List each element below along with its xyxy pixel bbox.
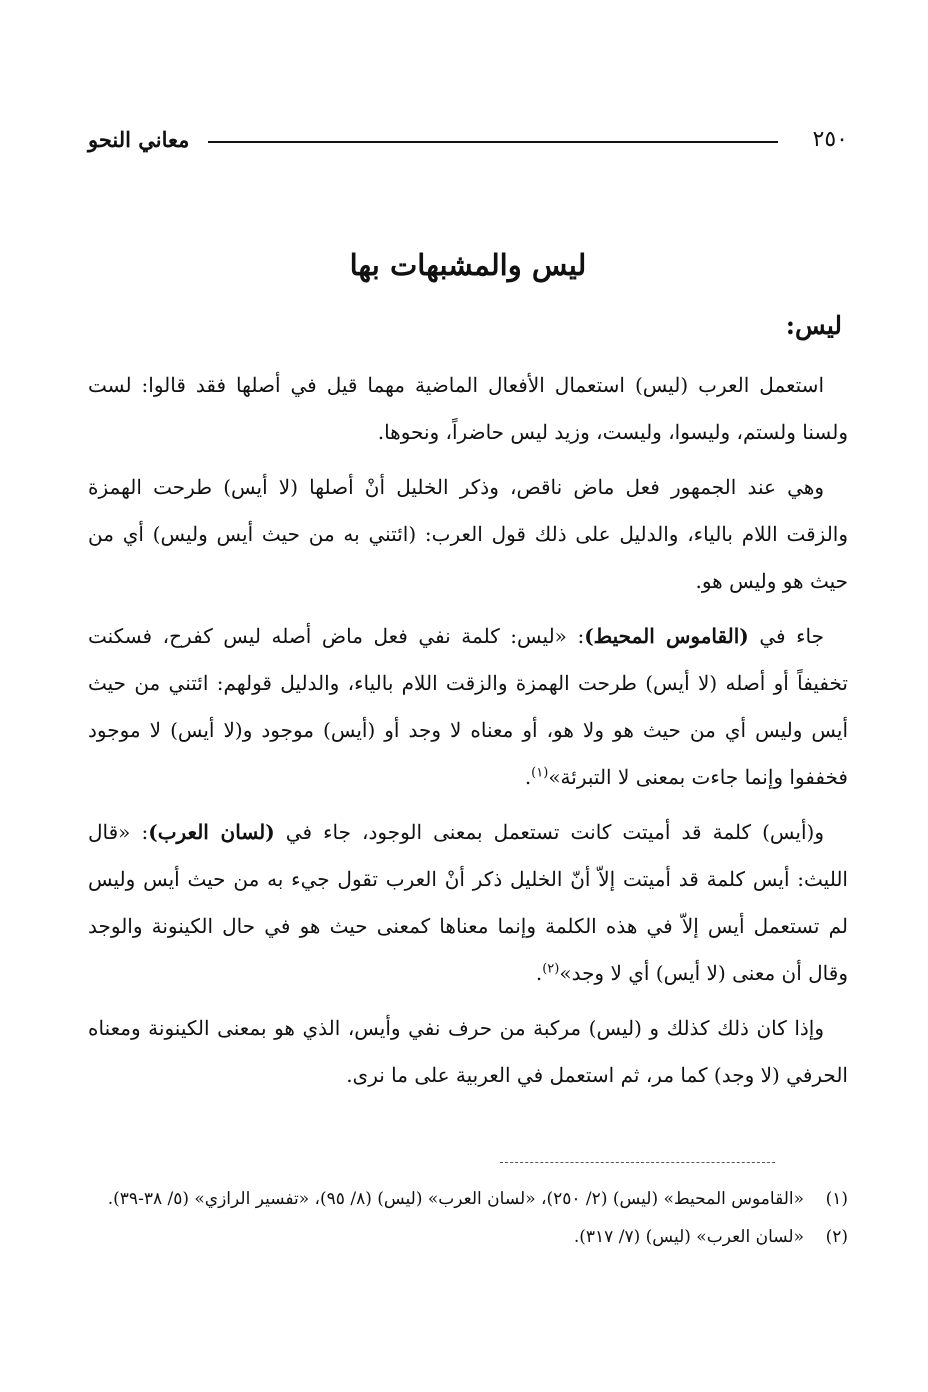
chapter-title: ليس والمشبهات بها [349, 248, 587, 282]
footnote-1 [88, 1183, 848, 1215]
footnote-ref-2[interactable]: (٢) [542, 961, 560, 977]
section-heading: ليس: [785, 311, 842, 340]
footnote-2 [88, 1221, 848, 1253]
body-text [88, 362, 848, 1107]
footnote-text: «لسان العرب» (ليس) (٧/ ٣١٧). [573, 1227, 804, 1247]
paragraph-1: استعمل العرب (ليس) استعمال الأفعال الماضية مهما قيل في أصلها فقد قالوا: لست ولسنا ولستم، وليسوا، وليست، وزيد ليس حاضراً، ونحوها. [88, 373, 848, 444]
paragraph-3-end: . [524, 765, 532, 789]
footnote-ref-1[interactable]: (١) [531, 765, 549, 781]
paragraph-5: وإذا كان ذلك كذلك و (ليس) مركبة من حرف نفي وأيس، الذي هو بمعنى الكينونة ومعناه الحرفي (لا وجد) كما مر، ثم استعمل في العربية على ما نرى. [88, 1016, 848, 1087]
footnote-number: (٢) [825, 1227, 848, 1247]
paragraph-4-end: . [535, 961, 543, 985]
footnote-number: (١) [825, 1189, 848, 1209]
paragraph-4-lead: و(أيس) كلمة قد أميتت كانت تستعمل بمعنى الوجود، جاء في [274, 820, 824, 844]
paragraph-3-lead: جاء في [748, 624, 824, 648]
paragraph-2: وهي عند الجمهور فعل ماض ناقص، وذكر الخليل أنْ أصلها (لا أيس) طرحت الهمزة والزقت اللام بالياء، والدليل على ذلك قول العرب: (ائتني به من حيث أيس وليس) أي من حيث هو وليس هو. [88, 475, 848, 593]
paragraph-4 [88, 809, 848, 997]
page-number: ٢٥٠ [812, 127, 848, 152]
paragraph-3 [88, 613, 848, 801]
running-header [88, 120, 848, 160]
footnotes [88, 1183, 848, 1259]
footnote-text: «القاموس المحيط» (ليس) (٢/ ٢٥٠)، «لسان العرب» (ليس) (٨/ ٩٥)، «تفسير الرازي» (٥/ ٣٨-٣٩). [107, 1189, 804, 1209]
header-rule [208, 141, 778, 143]
paragraph-3-text: : «ليس: كلمة نفي فعل ماض أصله ليس كفرح، فسكنت تخفيفاً أو أصله (لا أيس) طرحت الهمزة والزقت اللام بالياء، والدليل قولهم: ائتني من حيث أيس وليس أي من حيث هو ولا هو، أو معناه لا وجد أو (أيس) موجود و(لا أيس) لا موجود فخففوا وإنما جاءت بمعنى لا التبرئة» [88, 624, 849, 789]
footnote-separator [500, 1162, 775, 1163]
source-qamus: (القاموس المحيط) [584, 624, 749, 648]
paragraph-4-text: : «قال الليث: أيس كلمة قد أميتت إلاّ أنّ الخليل ذكر أنْ العرب تقول جيء به من حيث أيس وليس لم تستعمل أيس إلاّ في هذه الكلمة وإنما معناها كمعنى حيث هو في حال الكينونة والوجد وقال أن معنى (لا أيس) أي لا وجد» [88, 820, 848, 985]
book-title: معاني النحو [88, 127, 190, 152]
source-lisan: (لسان العرب) [148, 820, 275, 844]
